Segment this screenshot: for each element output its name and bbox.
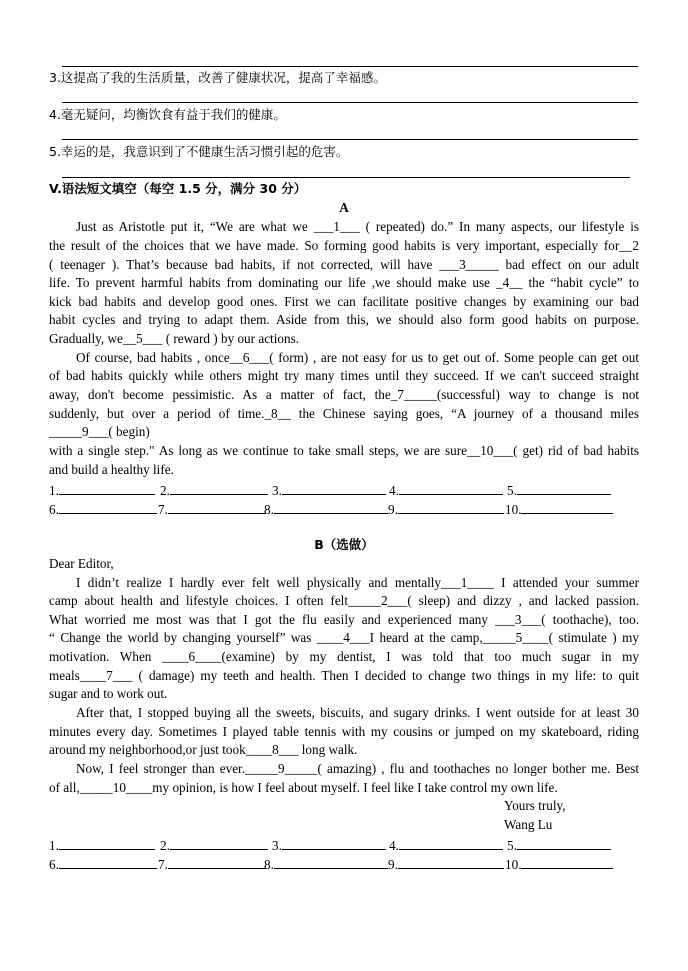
answer-grid-a-row-2 [49, 499, 649, 517]
answer-blank[interactable] [274, 499, 388, 514]
passage-b-line: I didn’t realize I hardly ever felt well physically and mentally___1____ I attended your summer [76, 575, 639, 590]
answer-line [62, 177, 630, 178]
answer-number: 2. [160, 838, 170, 853]
answer-number: 4. [389, 838, 399, 853]
passage-a-line: Gradually, we__5___ ( reward ) by our actions. [49, 331, 299, 346]
answer-number: 6. [49, 502, 59, 517]
answer-blank[interactable] [282, 480, 386, 495]
translation-item-3: 3.这提高了我的生活质量，改善了健康状况，提高了幸福感。 [49, 70, 386, 85]
answer-blank[interactable] [59, 854, 157, 869]
passage-a-line: suddenly, but over a period of time._8__ the Chinese saying goes, “A journey of a thousand miles [49, 406, 639, 421]
answer-blank[interactable] [59, 835, 155, 850]
translation-item-4: 4.毫无疑问，均衡饮食有益于我们的健康。 [49, 107, 286, 122]
passage-a-line: with a single step." As long as we continue to take small steps, we are sure__10___( get) rid of bad habits [49, 443, 639, 458]
passage-a-line: away, don't become pessimistic. As a matter of fact, the_7_____(successful) way to change is not [49, 387, 639, 402]
passage-a-line: _____9___( begin) [49, 424, 150, 439]
passage-b-line: Now, I feel stronger than ever._____9_____( amazing) , flu and toothaches no longer bother me. Best [76, 761, 639, 776]
answer-number: 9. [388, 857, 398, 872]
passage-b-line: “ Change the world by changing yourself” was ____4___I heard at the camp,_____5____( stimulate ) my [49, 630, 639, 645]
answer-blank[interactable] [399, 835, 503, 850]
passage-b-line: meals____7___ ( damage) my teeth and health. Then I decided to change two things in my life: to quit [49, 668, 639, 683]
answer-line [62, 139, 638, 140]
salutation: Dear Editor, [49, 556, 114, 571]
answer-blank[interactable] [517, 480, 611, 495]
answer-blank[interactable] [398, 854, 504, 869]
passage-a-title: A [339, 200, 349, 215]
passage-b-line: motivation. When ____6____(examine) by my dentist, I was told that too much sugar in my [49, 649, 639, 664]
answer-blank[interactable] [517, 835, 611, 850]
answer-blank[interactable] [521, 854, 613, 869]
passage-b-line: around my neighborhood,or just took____8___ long walk. [49, 742, 358, 757]
answer-number: 3. [272, 483, 282, 498]
letter-closing: Yours truly, [504, 798, 566, 813]
answer-blank[interactable] [521, 499, 613, 514]
passage-a-line: and build a healthy life. [49, 462, 174, 477]
answer-number: 10. [505, 502, 522, 517]
answer-blank[interactable] [59, 480, 155, 495]
translation-item-5: 5.幸运的是，我意识到了不健康生活习惯引起的危害。 [49, 144, 349, 159]
answer-blank[interactable] [399, 480, 503, 495]
answer-blank[interactable] [59, 499, 157, 514]
passage-b-line: sugar and to work out. [49, 686, 168, 701]
answer-number: 1. [49, 838, 59, 853]
answer-line [62, 66, 638, 67]
answer-number: 4. [389, 483, 399, 498]
answer-line [62, 102, 638, 103]
answer-number: 5. [507, 483, 517, 498]
answer-blank[interactable] [282, 835, 386, 850]
answer-blank[interactable] [170, 835, 268, 850]
answer-number: 10. [505, 857, 522, 872]
answer-number: 7. [158, 857, 168, 872]
answer-number: 1. [49, 483, 59, 498]
answer-number: 5. [507, 838, 517, 853]
passage-a-line: the result of the choices that we have made. So forming good habits is very important, especially for__2 [49, 238, 639, 253]
passage-b-title: B（选做） [314, 537, 374, 552]
answer-blank[interactable] [168, 499, 266, 514]
answer-number: 7. [158, 502, 168, 517]
answer-number: 8. [264, 857, 274, 872]
answer-grid-a-row-1 [49, 480, 649, 498]
answer-number: 3. [272, 838, 282, 853]
letter-signature: Wang Lu [504, 817, 553, 832]
passage-a-line: ( teenager ). That’s because bad habits, if not corrected, will have ___3_____ bad effect on our adult [49, 257, 639, 272]
passage-a-line: life. To prevent harmful habits from dominating our life ,we should make use _4__ the “habit cycle” to [49, 275, 639, 290]
answer-number: 9. [388, 502, 398, 517]
section-heading: V.语法短文填空（每空 1.5 分，满分 30 分） [49, 181, 307, 196]
answer-grid-b-row-1 [49, 835, 649, 853]
answer-number: 8. [264, 502, 274, 517]
passage-b-line: minutes every day. Sometimes I played table tennis with my cousins or jumped on my skateboard, riding [49, 724, 639, 739]
passage-a-line: of bad habits quickly while others might try many times until they succeed. If we can't succeed straight [49, 368, 639, 383]
passage-b-line: What worried me most was that I got the flu easily and experienced many ___3___( toothache), too. [49, 612, 639, 627]
answer-number: 6. [49, 857, 59, 872]
answer-grid-b-row-2 [49, 854, 649, 872]
passage-b-line: of all,_____10____my opinion, is how I feel about myself. I feel like I take control my own life. [49, 780, 558, 795]
passage-b-line: After that, I stopped buying all the sweets, biscuits, and sugary drinks. I went outside for at least 30 [76, 705, 639, 720]
answer-blank[interactable] [168, 854, 266, 869]
passage-a-line: Just as Aristotle put it, “We are what we ___1___ ( repeated) do.” In many aspects, our lifestyle is [76, 219, 639, 234]
passage-a-line: habit cycles and trying to adapt them. Aside from this, we should also form good habits on purpose. [49, 312, 639, 327]
answer-blank[interactable] [170, 480, 268, 495]
answer-number: 2. [160, 483, 170, 498]
answer-blank[interactable] [274, 854, 388, 869]
passage-b-line: camp about health and lifestyle choices. I often felt_____2___( sleep) and dizzy , and lacked passion. [49, 593, 639, 608]
answer-blank[interactable] [398, 499, 504, 514]
passage-a-line: kick bad habits and develop good ones. First we can facilitate positive changes by examining our bad [49, 294, 639, 309]
passage-a-line: Of course, bad habits , once__6___( form) , are not easy for us to get out of. Some people can get out [76, 350, 639, 365]
